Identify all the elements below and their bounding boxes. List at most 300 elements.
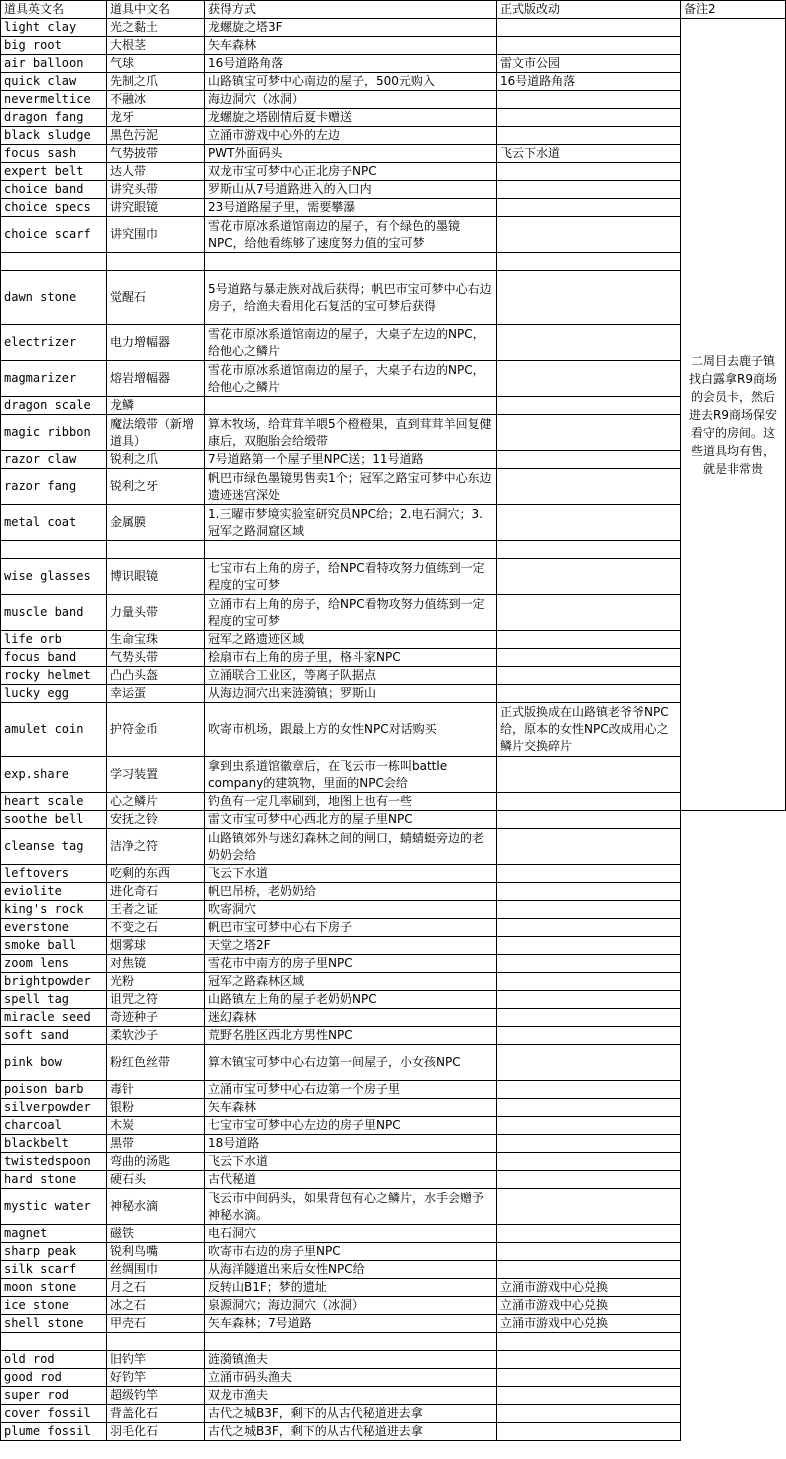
chinese-name-cell[interactable]: 幸运蛋 bbox=[107, 685, 205, 703]
empty-note-cell bbox=[681, 1189, 786, 1225]
acquisition-cell[interactable]: 双龙市宝可梦中心正北房子NPC bbox=[205, 163, 497, 181]
release-change-cell[interactable] bbox=[497, 1189, 681, 1225]
english-name-cell[interactable]: smoke ball bbox=[1, 937, 107, 955]
release-change-cell[interactable] bbox=[497, 91, 681, 109]
table-row bbox=[1, 1261, 786, 1279]
english-name-cell[interactable]: wise glasses bbox=[1, 559, 107, 595]
chinese-name-cell[interactable]: 不融冰 bbox=[107, 91, 205, 109]
acquisition-cell[interactable]: PWT外面码头 bbox=[205, 145, 497, 163]
table-row bbox=[1, 271, 786, 325]
release-change-cell[interactable] bbox=[497, 109, 681, 127]
table-row bbox=[1, 109, 786, 127]
release-change-cell[interactable] bbox=[497, 649, 681, 667]
chinese-name-cell[interactable]: 安抚之铃 bbox=[107, 811, 205, 829]
acquisition-cell[interactable]: 立涌市码头渔夫 bbox=[205, 1369, 497, 1387]
english-name-cell[interactable] bbox=[1, 541, 107, 559]
acquisition-cell[interactable]: 立涌联合工业区，等离子队据点 bbox=[205, 667, 497, 685]
table-row bbox=[1, 1045, 786, 1081]
chinese-name-cell[interactable]: 甲壳石 bbox=[107, 1315, 205, 1333]
chinese-name-cell[interactable]: 银粉 bbox=[107, 1099, 205, 1117]
acquisition-cell[interactable]: 雪花市原冰系道馆南边的屋子，大桌子左边的NPC，给他心之鳞片 bbox=[205, 325, 497, 361]
release-change-cell[interactable]: 雷文市公园 bbox=[497, 55, 681, 73]
chinese-name-cell[interactable]: 磁铁 bbox=[107, 1225, 205, 1243]
header-acquisition[interactable]: 获得方式 bbox=[205, 1, 497, 19]
english-name-cell[interactable]: moon stone bbox=[1, 1279, 107, 1297]
english-name-cell[interactable]: poison barb bbox=[1, 1081, 107, 1099]
chinese-name-cell[interactable]: 黑色污泥 bbox=[107, 127, 205, 145]
acquisition-cell[interactable]: 5号道路与暴走族对战后获得；帆巴市宝可梦中心右边房子，给渔夫看用化石复活的宝可梦后获得 bbox=[205, 271, 497, 325]
chinese-name-cell[interactable]: 锐利之牙 bbox=[107, 469, 205, 505]
acquisition-cell[interactable]: 古代之城B3F，剩下的从古代秘道进去拿 bbox=[205, 1405, 497, 1423]
release-change-cell[interactable] bbox=[497, 1135, 681, 1153]
acquisition-cell[interactable]: 泉源洞穴；海边洞穴（冰洞） bbox=[205, 1297, 497, 1315]
english-name-cell[interactable]: good rod bbox=[1, 1369, 107, 1387]
table-row bbox=[1, 451, 786, 469]
chinese-name-cell[interactable]: 烟雾球 bbox=[107, 937, 205, 955]
chinese-name-cell[interactable]: 超级钓竿 bbox=[107, 1387, 205, 1405]
acquisition-cell[interactable] bbox=[205, 397, 497, 415]
chinese-name-cell[interactable]: 气球 bbox=[107, 55, 205, 73]
release-change-cell[interactable] bbox=[497, 1171, 681, 1189]
chinese-name-cell[interactable]: 对焦镜 bbox=[107, 955, 205, 973]
chinese-name-cell[interactable]: 羽毛化石 bbox=[107, 1423, 205, 1441]
acquisition-cell[interactable]: 双龙市渔夫 bbox=[205, 1387, 497, 1405]
chinese-name-cell[interactable]: 丝绸围巾 bbox=[107, 1261, 205, 1279]
acquisition-cell[interactable]: 七宝市右上角的房子，给NPC看特攻努力值练到一定程度的宝可梦 bbox=[205, 559, 497, 595]
table-row bbox=[1, 559, 786, 595]
release-change-cell[interactable] bbox=[497, 811, 681, 829]
acquisition-cell[interactable]: 从海洋隧道出来后女性NPC给 bbox=[205, 1261, 497, 1279]
english-name-cell[interactable]: plume fossil bbox=[1, 1423, 107, 1441]
empty-note-cell bbox=[681, 883, 786, 901]
chinese-name-cell[interactable]: 电力增幅器 bbox=[107, 325, 205, 361]
chinese-name-cell[interactable]: 讲究头带 bbox=[107, 181, 205, 199]
release-change-cell[interactable]: 立涌市游戏中心兑换 bbox=[497, 1297, 681, 1315]
english-name-cell[interactable]: exp.share bbox=[1, 757, 107, 793]
chinese-name-cell[interactable]: 王者之证 bbox=[107, 901, 205, 919]
release-change-cell[interactable] bbox=[497, 973, 681, 991]
acquisition-cell[interactable]: 七宝市宝可梦中心左边的房子里NPC bbox=[205, 1117, 497, 1135]
acquisition-cell[interactable]: 帆巴吊桥，老奶奶给 bbox=[205, 883, 497, 901]
chinese-name-cell[interactable]: 锐利之爪 bbox=[107, 451, 205, 469]
release-change-cell[interactable] bbox=[497, 181, 681, 199]
header-english-name[interactable]: 道具英文名 bbox=[1, 1, 107, 19]
acquisition-cell[interactable]: 矢车森林 bbox=[205, 1099, 497, 1117]
chinese-name-cell[interactable]: 龙牙 bbox=[107, 109, 205, 127]
table-row bbox=[1, 901, 786, 919]
table-row bbox=[1, 1423, 786, 1441]
empty-note-cell bbox=[681, 1333, 786, 1351]
english-name-cell[interactable]: magnet bbox=[1, 1225, 107, 1243]
release-change-cell[interactable] bbox=[497, 469, 681, 505]
acquisition-cell[interactable]: 荒野名胜区西北方男性NPC bbox=[205, 1027, 497, 1045]
acquisition-cell[interactable]: 23号道路屋子里，需要攀瀑 bbox=[205, 199, 497, 217]
english-name-cell[interactable]: quick claw bbox=[1, 73, 107, 91]
acquisition-cell[interactable] bbox=[205, 541, 497, 559]
acquisition-cell[interactable]: 吹寄市右边的房子里NPC bbox=[205, 1243, 497, 1261]
release-change-cell[interactable]: 16号道路角落 bbox=[497, 73, 681, 91]
release-change-cell[interactable] bbox=[497, 1153, 681, 1171]
release-change-cell[interactable] bbox=[497, 1351, 681, 1369]
english-name-cell[interactable]: nevermeltice bbox=[1, 91, 107, 109]
english-name-cell[interactable]: blackbelt bbox=[1, 1135, 107, 1153]
release-change-cell[interactable] bbox=[497, 1261, 681, 1279]
release-change-cell[interactable] bbox=[497, 1045, 681, 1081]
chinese-name-cell[interactable] bbox=[107, 253, 205, 271]
chinese-name-cell[interactable]: 魔法缎带（新增道具） bbox=[107, 415, 205, 451]
english-name-cell[interactable]: razor fang bbox=[1, 469, 107, 505]
english-name-cell[interactable]: light clay bbox=[1, 19, 107, 37]
acquisition-cell[interactable]: 桧扇市右上角的房子里，格斗家NPC bbox=[205, 649, 497, 667]
chinese-name-cell[interactable]: 毒针 bbox=[107, 1081, 205, 1099]
english-name-cell[interactable] bbox=[1, 1333, 107, 1351]
acquisition-cell[interactable]: 帆巴市宝可梦中心右下房子 bbox=[205, 919, 497, 937]
acquisition-cell[interactable]: 算木牧场，给茸茸羊喂5个橙橙果，直到茸茸羊回复健康后，双胞胎会给缎带 bbox=[205, 415, 497, 451]
chinese-name-cell[interactable]: 奇迹种子 bbox=[107, 1009, 205, 1027]
note-merged-cell[interactable]: 二周目去鹿子镇找白露拿R9商场的会员卡，然后进去R9商场保安看守的房间。这些道具均有售，就是非常贵 bbox=[681, 19, 786, 811]
english-name-cell[interactable]: twistedspoon bbox=[1, 1153, 107, 1171]
chinese-name-cell[interactable]: 弯曲的汤匙 bbox=[107, 1153, 205, 1171]
chinese-name-cell[interactable]: 木炭 bbox=[107, 1117, 205, 1135]
release-change-cell[interactable] bbox=[497, 757, 681, 793]
release-change-cell[interactable] bbox=[497, 955, 681, 973]
english-name-cell[interactable]: spell tag bbox=[1, 991, 107, 1009]
acquisition-cell[interactable]: 飞云下水道 bbox=[205, 865, 497, 883]
chinese-name-cell[interactable] bbox=[107, 541, 205, 559]
acquisition-cell[interactable]: 山路镇郊外与迷幻森林之间的闸口，蜻蜻蜓旁边的老奶奶会给 bbox=[205, 829, 497, 865]
english-name-cell[interactable]: magmarizer bbox=[1, 361, 107, 397]
acquisition-cell[interactable]: 立涌市游戏中心外的左边 bbox=[205, 127, 497, 145]
table-row bbox=[1, 991, 786, 1009]
release-change-cell[interactable] bbox=[497, 883, 681, 901]
chinese-name-cell[interactable]: 龙鳞 bbox=[107, 397, 205, 415]
acquisition-cell[interactable] bbox=[205, 253, 497, 271]
english-name-cell[interactable]: ice stone bbox=[1, 1297, 107, 1315]
acquisition-cell[interactable]: 龙螺旋之塔3F bbox=[205, 19, 497, 37]
english-name-cell[interactable]: king's rock bbox=[1, 901, 107, 919]
chinese-name-cell[interactable]: 学习装置 bbox=[107, 757, 205, 793]
acquisition-cell[interactable]: 飞云下水道 bbox=[205, 1153, 497, 1171]
empty-note-cell bbox=[681, 1279, 786, 1297]
acquisition-cell[interactable]: 雪花市中南方的房子里NPC bbox=[205, 955, 497, 973]
chinese-name-cell[interactable]: 柔软沙子 bbox=[107, 1027, 205, 1045]
chinese-name-cell[interactable]: 熔岩增幅器 bbox=[107, 361, 205, 397]
empty-note-cell bbox=[681, 1009, 786, 1027]
english-name-cell[interactable]: dragon fang bbox=[1, 109, 107, 127]
release-change-cell[interactable] bbox=[497, 1225, 681, 1243]
table-row bbox=[1, 505, 786, 541]
chinese-name-cell[interactable]: 达人带 bbox=[107, 163, 205, 181]
acquisition-cell[interactable]: 立涌市宝可梦中心右边第一个房子里 bbox=[205, 1081, 497, 1099]
chinese-name-cell[interactable]: 硬石头 bbox=[107, 1171, 205, 1189]
chinese-name-cell[interactable]: 讲究眼镜 bbox=[107, 199, 205, 217]
chinese-name-cell[interactable]: 光之黏土 bbox=[107, 19, 205, 37]
table-row bbox=[1, 919, 786, 937]
release-change-cell[interactable] bbox=[497, 163, 681, 181]
chinese-name-cell[interactable]: 金属膜 bbox=[107, 505, 205, 541]
english-name-cell[interactable]: silverpowder bbox=[1, 1099, 107, 1117]
table-row bbox=[1, 217, 786, 253]
release-change-cell[interactable] bbox=[497, 325, 681, 361]
release-change-cell[interactable] bbox=[497, 19, 681, 37]
table-row bbox=[1, 127, 786, 145]
table-row bbox=[1, 937, 786, 955]
acquisition-cell[interactable]: 18号道路 bbox=[205, 1135, 497, 1153]
release-change-cell[interactable] bbox=[497, 991, 681, 1009]
chinese-name-cell[interactable]: 气势头带 bbox=[107, 649, 205, 667]
release-change-cell[interactable] bbox=[497, 1027, 681, 1045]
english-name-cell[interactable]: metal coat bbox=[1, 505, 107, 541]
acquisition-cell[interactable]: 飞云市中间码头，如果背包有心之鳞片，水手会赠予神秘水滴。 bbox=[205, 1189, 497, 1225]
table-row bbox=[1, 55, 786, 73]
release-change-cell[interactable] bbox=[497, 1387, 681, 1405]
release-change-cell[interactable] bbox=[497, 1243, 681, 1261]
chinese-name-cell[interactable]: 神秘水滴 bbox=[107, 1189, 205, 1225]
table-row bbox=[1, 1405, 786, 1423]
english-name-cell[interactable]: razor claw bbox=[1, 451, 107, 469]
english-name-cell[interactable]: sharp peak bbox=[1, 1243, 107, 1261]
release-change-cell[interactable] bbox=[497, 37, 681, 55]
release-change-cell[interactable] bbox=[497, 595, 681, 631]
release-change-cell[interactable]: 正式版换成在山路镇老爷爷NPC给，原本的女性NPC改成用心之鳞片交换碎片 bbox=[497, 703, 681, 757]
table-row bbox=[1, 1153, 786, 1171]
chinese-name-cell[interactable]: 诅咒之符 bbox=[107, 991, 205, 1009]
acquisition-cell[interactable]: 迷幻森林 bbox=[205, 1009, 497, 1027]
release-change-cell[interactable]: 飞云下水道 bbox=[497, 145, 681, 163]
chinese-name-cell[interactable]: 不变之石 bbox=[107, 919, 205, 937]
empty-note-cell bbox=[681, 973, 786, 991]
english-name-cell[interactable]: choice scarf bbox=[1, 217, 107, 253]
table-row bbox=[1, 1027, 786, 1045]
acquisition-cell[interactable]: 从海边洞穴出来涟漪镇；罗斯山 bbox=[205, 685, 497, 703]
chinese-name-cell[interactable]: 大根茎 bbox=[107, 37, 205, 55]
chinese-name-cell[interactable]: 进化奇石 bbox=[107, 883, 205, 901]
english-name-cell[interactable]: electrizer bbox=[1, 325, 107, 361]
chinese-name-cell[interactable]: 好钓竿 bbox=[107, 1369, 205, 1387]
release-change-cell[interactable] bbox=[497, 1333, 681, 1351]
acquisition-cell[interactable]: 古代之城B3F，剩下的从古代秘道进去拿 bbox=[205, 1423, 497, 1441]
header-release-change[interactable]: 正式版改动 bbox=[497, 1, 681, 19]
acquisition-cell[interactable]: 古代秘道 bbox=[205, 1171, 497, 1189]
table-row bbox=[1, 469, 786, 505]
table-row bbox=[1, 181, 786, 199]
chinese-name-cell[interactable]: 吃剩的东西 bbox=[107, 865, 205, 883]
english-name-cell[interactable]: focus band bbox=[1, 649, 107, 667]
acquisition-cell[interactable]: 矢车森林；7号道路 bbox=[205, 1315, 497, 1333]
release-change-cell[interactable] bbox=[497, 1369, 681, 1387]
release-change-cell[interactable] bbox=[497, 505, 681, 541]
chinese-name-cell[interactable]: 冰之石 bbox=[107, 1297, 205, 1315]
chinese-name-cell[interactable] bbox=[107, 1333, 205, 1351]
acquisition-cell[interactable]: 帆巴市绿色墨镜男售卖1个；冠军之路宝可梦中心东边遗迹迷宫深处 bbox=[205, 469, 497, 505]
release-change-cell[interactable] bbox=[497, 541, 681, 559]
table-row bbox=[1, 1009, 786, 1027]
release-change-cell[interactable] bbox=[497, 829, 681, 865]
english-name-cell[interactable]: dragon scale bbox=[1, 397, 107, 415]
acquisition-cell[interactable]: 山路镇宝可梦中心南边的屋子，500元购入 bbox=[205, 73, 497, 91]
chinese-name-cell[interactable]: 博识眼镜 bbox=[107, 559, 205, 595]
english-name-cell[interactable]: air balloon bbox=[1, 55, 107, 73]
english-name-cell[interactable]: old rod bbox=[1, 1351, 107, 1369]
table-row bbox=[1, 685, 786, 703]
english-name-cell[interactable]: lucky egg bbox=[1, 685, 107, 703]
release-change-cell[interactable] bbox=[497, 451, 681, 469]
release-change-cell[interactable] bbox=[497, 361, 681, 397]
english-name-cell[interactable]: muscle band bbox=[1, 595, 107, 631]
release-change-cell[interactable]: 立涌市游戏中心兑换 bbox=[497, 1315, 681, 1333]
english-name-cell[interactable]: choice band bbox=[1, 181, 107, 199]
acquisition-cell[interactable]: 冠军之路遗迹区域 bbox=[205, 631, 497, 649]
chinese-name-cell[interactable]: 觉醒石 bbox=[107, 271, 205, 325]
english-name-cell[interactable]: zoom lens bbox=[1, 955, 107, 973]
release-change-cell[interactable] bbox=[497, 685, 681, 703]
acquisition-cell[interactable]: 立涌市右上角的房子，给NPC看物攻努力值练到一定程度的宝可梦 bbox=[205, 595, 497, 631]
release-change-cell[interactable] bbox=[497, 901, 681, 919]
chinese-name-cell[interactable]: 讲究围巾 bbox=[107, 217, 205, 253]
chinese-name-cell[interactable]: 心之鳞片 bbox=[107, 793, 205, 811]
release-change-cell[interactable] bbox=[497, 1099, 681, 1117]
empty-note-cell bbox=[681, 1135, 786, 1153]
chinese-name-cell[interactable]: 护符金币 bbox=[107, 703, 205, 757]
english-name-cell[interactable]: heart scale bbox=[1, 793, 107, 811]
acquisition-cell[interactable]: 吹寄市机场，跟最上方的女性NPC对话购买 bbox=[205, 703, 497, 757]
acquisition-cell[interactable]: 冠军之路森林区域 bbox=[205, 973, 497, 991]
english-name-cell[interactable]: amulet coin bbox=[1, 703, 107, 757]
english-name-cell[interactable]: choice specs bbox=[1, 199, 107, 217]
english-name-cell[interactable]: cover fossil bbox=[1, 1405, 107, 1423]
chinese-name-cell[interactable]: 先制之爪 bbox=[107, 73, 205, 91]
english-name-cell[interactable]: charcoal bbox=[1, 1117, 107, 1135]
english-name-cell[interactable]: brightpowder bbox=[1, 973, 107, 991]
release-change-cell[interactable] bbox=[497, 1009, 681, 1027]
english-name-cell[interactable]: soothe bell bbox=[1, 811, 107, 829]
english-name-cell[interactable]: life orb bbox=[1, 631, 107, 649]
acquisition-cell[interactable]: 算木镇宝可梦中心右边第一间屋子，小女孩NPC bbox=[205, 1045, 497, 1081]
english-name-cell[interactable]: miracle seed bbox=[1, 1009, 107, 1027]
chinese-name-cell[interactable]: 力量头带 bbox=[107, 595, 205, 631]
english-name-cell[interactable]: shell stone bbox=[1, 1315, 107, 1333]
acquisition-cell[interactable]: 电石洞穴 bbox=[205, 1225, 497, 1243]
chinese-name-cell[interactable]: 光粉 bbox=[107, 973, 205, 991]
acquisition-cell[interactable]: 天堂之塔2F bbox=[205, 937, 497, 955]
empty-note-cell bbox=[681, 919, 786, 937]
empty-note-cell bbox=[681, 1117, 786, 1135]
english-name-cell[interactable]: cleanse tag bbox=[1, 829, 107, 865]
release-change-cell[interactable] bbox=[497, 397, 681, 415]
english-name-cell[interactable]: pink bow bbox=[1, 1045, 107, 1081]
release-change-cell[interactable] bbox=[497, 793, 681, 811]
english-name-cell[interactable]: focus sash bbox=[1, 145, 107, 163]
empty-note-cell bbox=[681, 1243, 786, 1261]
release-change-cell[interactable] bbox=[497, 253, 681, 271]
english-name-cell[interactable]: mystic water bbox=[1, 1189, 107, 1225]
header-chinese-name[interactable]: 道具中文名 bbox=[107, 1, 205, 19]
release-change-cell[interactable] bbox=[497, 415, 681, 451]
table-row bbox=[1, 595, 786, 631]
release-change-cell[interactable] bbox=[497, 631, 681, 649]
english-name-cell[interactable]: magic ribbon bbox=[1, 415, 107, 451]
english-name-cell[interactable]: big root bbox=[1, 37, 107, 55]
acquisition-cell[interactable]: 拿到虫系道馆徽章后，在飞云市一栋叫battle company的建筑物，里面的NPC会给 bbox=[205, 757, 497, 793]
release-change-cell[interactable] bbox=[497, 271, 681, 325]
english-name-cell[interactable]: expert belt bbox=[1, 163, 107, 181]
chinese-name-cell[interactable]: 气势披带 bbox=[107, 145, 205, 163]
table-row bbox=[1, 1333, 786, 1351]
english-name-cell[interactable]: rocky helmet bbox=[1, 667, 107, 685]
chinese-name-cell[interactable]: 凸凸头盔 bbox=[107, 667, 205, 685]
chinese-name-cell[interactable]: 洁净之符 bbox=[107, 829, 205, 865]
acquisition-cell[interactable]: 吹寄洞穴 bbox=[205, 901, 497, 919]
release-change-cell[interactable] bbox=[497, 199, 681, 217]
acquisition-cell[interactable]: 海边洞穴（冰洞） bbox=[205, 91, 497, 109]
empty-note-cell bbox=[681, 1045, 786, 1081]
release-change-cell[interactable] bbox=[497, 919, 681, 937]
acquisition-cell[interactable]: 山路镇左上角的屋子老奶奶NPC bbox=[205, 991, 497, 1009]
table-row bbox=[1, 955, 786, 973]
english-name-cell[interactable]: leftovers bbox=[1, 865, 107, 883]
table-row bbox=[1, 361, 786, 397]
release-change-cell[interactable] bbox=[497, 1117, 681, 1135]
chinese-name-cell[interactable]: 旧钓竿 bbox=[107, 1351, 205, 1369]
english-name-cell[interactable] bbox=[1, 253, 107, 271]
empty-note-cell bbox=[681, 1387, 786, 1405]
english-name-cell[interactable]: super rod bbox=[1, 1387, 107, 1405]
acquisition-cell[interactable]: 罗斯山从7号道路进入的入口内 bbox=[205, 181, 497, 199]
acquisition-cell[interactable]: 16号道路角落 bbox=[205, 55, 497, 73]
english-name-cell[interactable]: soft sand bbox=[1, 1027, 107, 1045]
release-change-cell[interactable] bbox=[497, 1081, 681, 1099]
table-row bbox=[1, 163, 786, 181]
release-change-cell[interactable] bbox=[497, 865, 681, 883]
acquisition-cell[interactable]: 1.三曜市梦境实验室研究员NPC给；2.电石洞穴；3.冠军之路洞窟区域 bbox=[205, 505, 497, 541]
release-change-cell[interactable] bbox=[497, 1405, 681, 1423]
english-name-cell[interactable]: dawn stone bbox=[1, 271, 107, 325]
chinese-name-cell[interactable]: 黑带 bbox=[107, 1135, 205, 1153]
release-change-cell[interactable] bbox=[497, 217, 681, 253]
acquisition-cell[interactable]: 涟漪镇渔夫 bbox=[205, 1351, 497, 1369]
english-name-cell[interactable]: everstone bbox=[1, 919, 107, 937]
acquisition-cell[interactable]: 雷文市宝可梦中心西北方的屋子里NPC bbox=[205, 811, 497, 829]
release-change-cell[interactable] bbox=[497, 127, 681, 145]
chinese-name-cell[interactable]: 锐利鸟嘴 bbox=[107, 1243, 205, 1261]
table-row bbox=[1, 811, 786, 829]
english-name-cell[interactable]: black sludge bbox=[1, 127, 107, 145]
chinese-name-cell[interactable]: 月之石 bbox=[107, 1279, 205, 1297]
acquisition-cell[interactable]: 矢车森林 bbox=[205, 37, 497, 55]
release-change-cell[interactable] bbox=[497, 1423, 681, 1441]
header-note[interactable]: 备注2 bbox=[681, 1, 786, 19]
chinese-name-cell[interactable]: 生命宝珠 bbox=[107, 631, 205, 649]
release-change-cell[interactable] bbox=[497, 937, 681, 955]
acquisition-cell[interactable]: 7号道路第一个屋子里NPC送；11号道路 bbox=[205, 451, 497, 469]
english-name-cell[interactable]: hard stone bbox=[1, 1171, 107, 1189]
chinese-name-cell[interactable]: 背盖化石 bbox=[107, 1405, 205, 1423]
release-change-cell[interactable]: 立涌市游戏中心兑换 bbox=[497, 1279, 681, 1297]
acquisition-cell[interactable]: 雪花市原冰系道馆南边的屋子，大桌子右边的NPC，给他心之鳞片 bbox=[205, 361, 497, 397]
chinese-name-cell[interactable]: 粉红色丝带 bbox=[107, 1045, 205, 1081]
release-change-cell[interactable] bbox=[497, 559, 681, 595]
table-row bbox=[1, 1351, 786, 1369]
english-name-cell[interactable]: silk scarf bbox=[1, 1261, 107, 1279]
english-name-cell[interactable]: eviolite bbox=[1, 883, 107, 901]
acquisition-cell[interactable]: 龙螺旋之塔剧情后夏卡赠送 bbox=[205, 109, 497, 127]
acquisition-cell[interactable]: 雪花市原冰系道馆南边的屋子，有个绿色的墨镜NPC，给他看练够了速度努力值的宝可梦 bbox=[205, 217, 497, 253]
acquisition-cell[interactable]: 反转山B1F；梦的遗址 bbox=[205, 1279, 497, 1297]
table-row bbox=[1, 1135, 786, 1153]
release-change-cell[interactable] bbox=[497, 667, 681, 685]
acquisition-cell[interactable] bbox=[205, 1333, 497, 1351]
acquisition-cell[interactable]: 钓鱼有一定几率刷到，地图上也有一些 bbox=[205, 793, 497, 811]
